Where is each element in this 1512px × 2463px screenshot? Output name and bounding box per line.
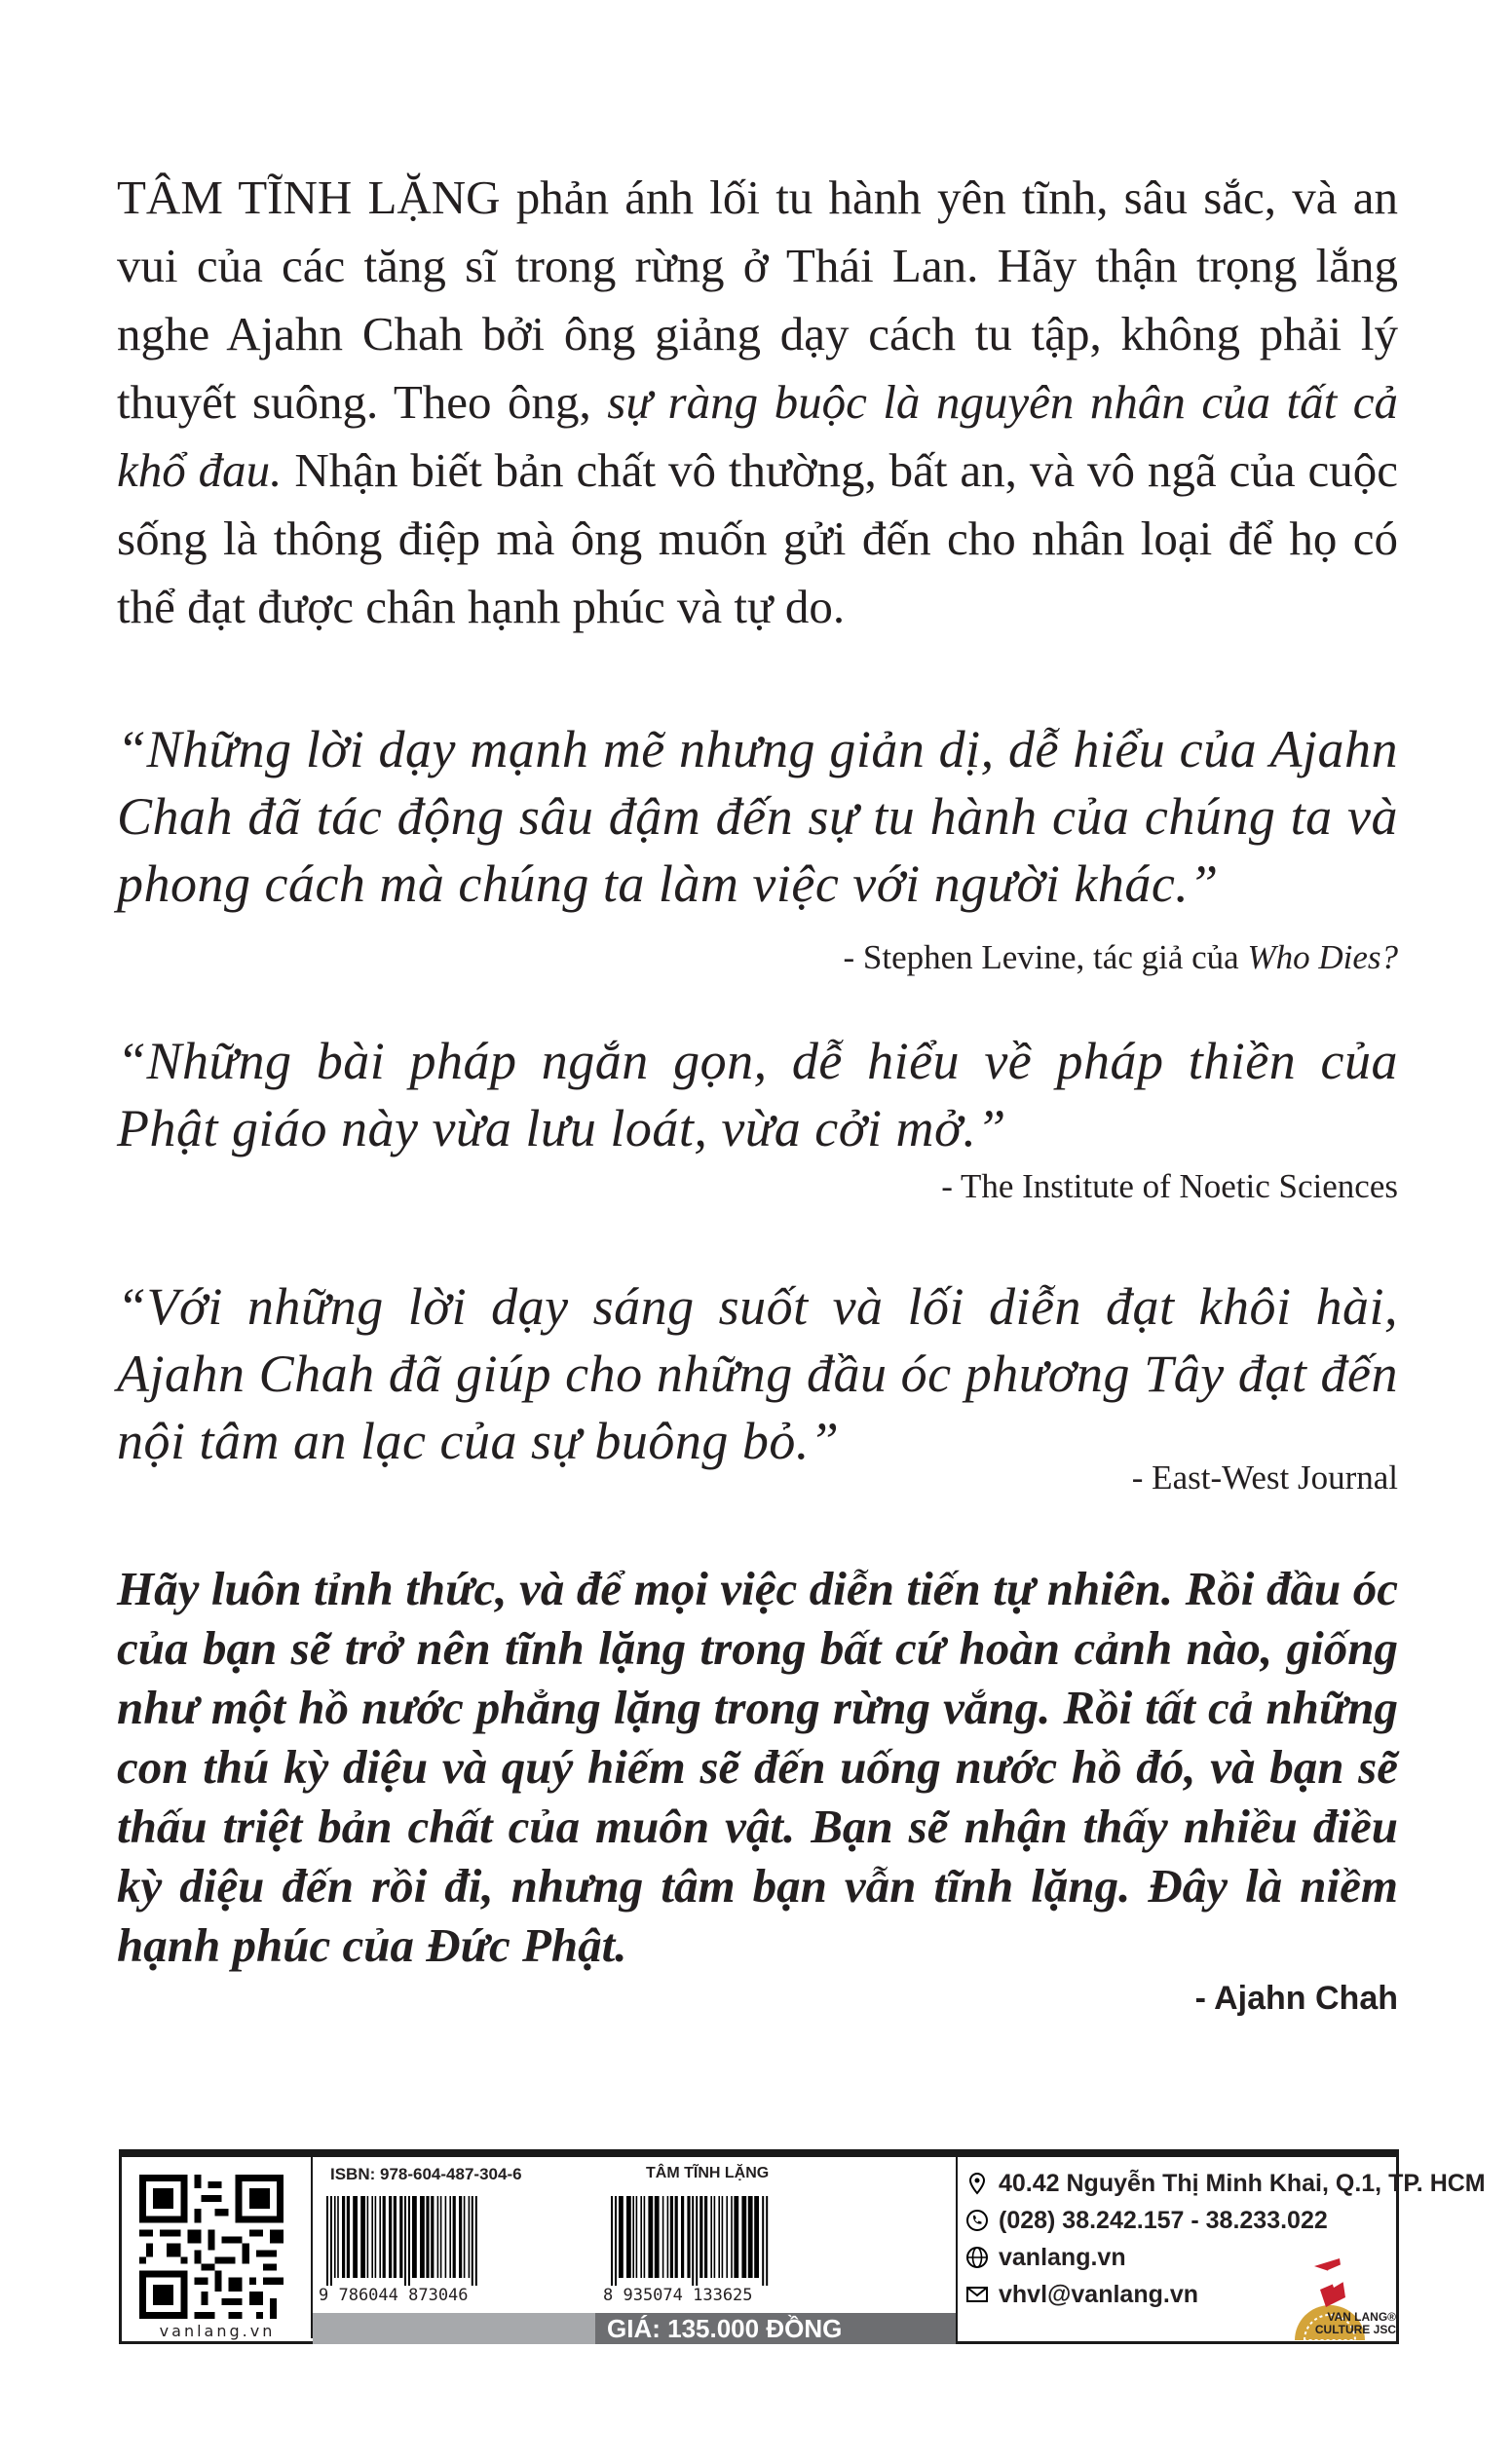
logo-line-1: VAN LANG xyxy=(1327,2310,1388,2324)
attribution-book-title: Who Dies? xyxy=(1247,938,1398,976)
publisher-logo-text xyxy=(1281,2311,1396,2336)
quote-2: “Những bài pháp ngắn gọn, dễ hiểu về pháp thiền của Phật giáo này vừa lưu loát, vừa cởi mở.” xyxy=(117,1032,1398,1157)
globe-icon xyxy=(965,2246,989,2269)
barcode-book-title: TÂM TĨNH LẶNG xyxy=(646,2165,770,2181)
intro-text-2: Nhận biết bản chất vô thường, bất an, và vô ngã của cuộc sống là thông điệp mà ông muốn gửi đến cho nhân loại để họ có thể đạt được chân hạnh phúc và tự do. xyxy=(117,443,1399,633)
quote-1-attribution xyxy=(843,938,1398,977)
qr-code-box xyxy=(122,2157,313,2338)
isbn-label: ISBN: 978-604-487-304-6 xyxy=(330,2165,522,2183)
quote-3: “Với những lời dạy sáng suốt và lối diễn đạt khôi hài, Ajahn Chah đã giúp cho những đầu óc phương Tây đạt đến nội tâm an lạc của sự buông bỏ.” xyxy=(117,1277,1398,1470)
phone-icon xyxy=(965,2209,989,2232)
isbn-barcode xyxy=(321,2196,593,2286)
mail-icon xyxy=(965,2283,989,2306)
price-label: GIÁ: 135.000 ĐỒNG xyxy=(595,2313,956,2344)
contact-address xyxy=(965,2165,1486,2202)
qr-code-icon xyxy=(139,2175,284,2319)
logo-registered: ® xyxy=(1387,2310,1396,2324)
closing-attribution: - Ajahn Chah xyxy=(1194,1980,1398,2017)
intro-text-1: TÂM TĨNH LẶNG phản ánh lối tu hành yên tĩnh, sâu sắc, và an vui của các tăng sĩ trong rừng ở Thái Lan. Hãy thận trọng lắng nghe Ajahn Chah bởi ông giảng dạy cách tu tập, không phải lý thuyết suông. Theo ông, xyxy=(117,171,1398,429)
attribution-text: - Stephen Levine, tác giả của xyxy=(843,938,1248,976)
email-text: vhvl@vanlang.vn xyxy=(999,2280,1198,2308)
phone-text: (028) 38.242.157 - 38.233.022 xyxy=(999,2206,1328,2234)
publisher-info-panel xyxy=(119,2149,1486,2344)
isbn-barcode-number: 9 786044 873046 xyxy=(319,2286,469,2305)
intro-paragraph xyxy=(117,164,1398,641)
grey-strip xyxy=(313,2313,595,2344)
quote-1: “Những lời dạy mạnh mẽ nhưng giản dị, dễ hiểu của Ajahn Chah đã tác động sâu đậm đến sự tu hành của chúng ta và phong cách mà chúng ta làm việc với người khác.” xyxy=(117,720,1398,913)
intro-italic: sự ràng buộc là nguyên nhân của tất cả khổ đau. xyxy=(117,375,1398,497)
location-pin-icon xyxy=(965,2172,989,2195)
price-barcode xyxy=(605,2196,878,2286)
contact-phone xyxy=(965,2202,1394,2239)
quote-2-attribution: - The Institute of Noetic Sciences xyxy=(941,1167,1398,1205)
website-text: vanlang.vn xyxy=(999,2243,1126,2271)
price-barcode-number: 8 935074 133625 xyxy=(603,2286,753,2305)
qr-caption: vanlang.vn xyxy=(159,2322,276,2340)
barcode-zone xyxy=(313,2157,956,2344)
address-text: 40.42 Nguyễn Thị Minh Khai, Q.1, TP. HCM xyxy=(999,2169,1486,2197)
panel-divider xyxy=(956,2157,958,2344)
closing-quote: Hãy luôn tỉnh thức, và để mọi việc diễn tiến tự nhiên. Rồi đầu óc của bạn sẽ trở nên tĩnh lặng trong bất cứ hoàn cảnh nào, giống như một hồ nước phẳng lặng trong rừng vắng. Rồi tất cả những con thú kỳ diệu và quý hiếm sẽ đến uống nước hồ đó, và bạn sẽ thấu triệt bản chất của muôn vật. Bạn sẽ nhận thấy nhiều điều kỳ diệu đến rồi đi, nhưng tâm bạn vẫn tĩnh lặng. Đây là niềm hạnh phúc của Đức Phật. xyxy=(117,1562,1398,1972)
logo-line-2: CULTURE JSC xyxy=(1314,2323,1396,2336)
quote-3-attribution: - East-West Journal xyxy=(1131,1459,1398,1497)
